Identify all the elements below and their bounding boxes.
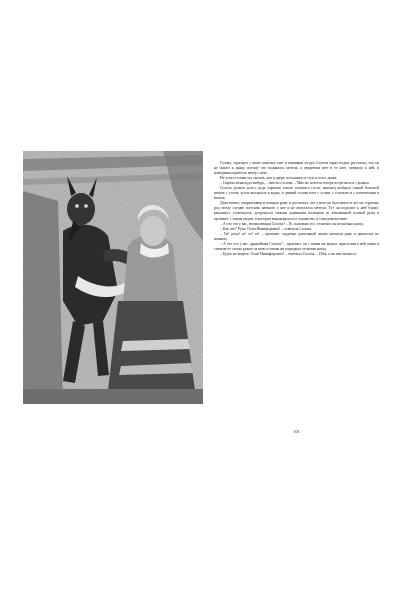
paragraph: Не успел голова это сказать, как в дверь послышался стук и голос дьяка. — [220, 176, 338, 181]
paragraph: Дьяк вошел, покряхтывая и потирая руки, и рассказал, что у него не был никто и что он сердечно рад этому случаю погулять немного у нее и не испугался метели. Тут он подошел к ней ближе, кашлянул, усмехнулся, дотронулся своими длинными пальцами ее обнаженной полной руки и произнес с таким видом, в котором выказывалось и лукавство, и самодовольствие: — [214, 201, 379, 221]
paragraph: – Спрячь меня куда-нибудь, – шептал голова. – Мне не хочется теперь встретиться с дьяком. — [220, 181, 370, 186]
text-column — [214, 161, 379, 257]
paragraph: – А что это у вас, великолепная Солоха? – И, сказавши это, отскочил он несколько назад. — [220, 221, 364, 226]
page-number: 101 — [293, 429, 300, 434]
paragraph: Голова, стряхнув с своих капелюх снег и выпивши из рук Солохи чарку водки, рассказал, что он не пошел к дьяку, потому что поднялась метель; а увидевши свет в ее хате, завернул к ней, в намерении провесть вечер с нею. — [214, 161, 379, 176]
paragraph: – Как что? Рука, Осип Никифорович! – отвечала Солоха. — [220, 226, 312, 231]
paragraph: – А это что у вас, дражайшая Солоха? – произнес он с таким же видом, приступив к ней снова и схватив ее слегка рукою за шею и таким же порядком отскочив назад. — [214, 241, 379, 251]
engraving-image — [23, 151, 203, 404]
paragraph: – Будто не видите, Осип Никифорович! – отвечала Солоха. – Шея, а на шее монисто. — [220, 251, 358, 256]
paragraph: Солоха думала долго, куда спрятать такого плотного гостя; наконец выбрала самый большой мешок с углем; уголь высыпала в кадку, и дюжий голова влез с усами, с головою и с капелюхами в мешок. — [214, 186, 379, 201]
illustration-devil-and-solokha — [23, 151, 203, 404]
paragraph: – Гм! рука! хе! хе! хе! – произнес сердечно довольный своим началом дьяк и прошелся по комнате. — [214, 231, 379, 241]
